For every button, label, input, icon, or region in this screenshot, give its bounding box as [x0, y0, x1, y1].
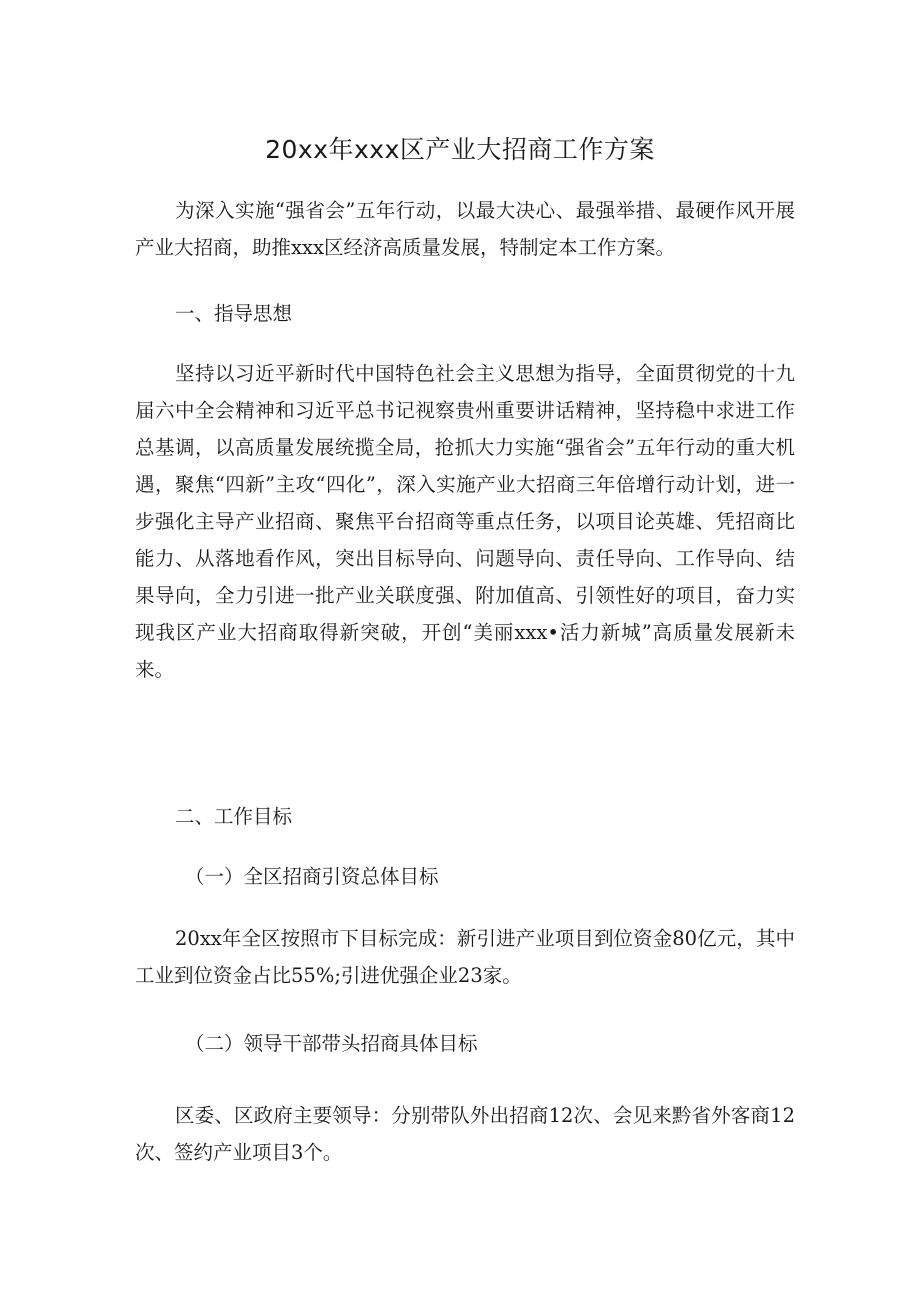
- subsection-heading-overall-goals: （一）全区招商引资总体目标: [185, 865, 439, 888]
- guiding-ideology-paragraph: 坚持以习近平新时代中国特色社会主义思想为指导，全面贯彻党的十九届六中全会精神和习近平总书记视察贵州重要讲话精神，坚持稳中求进工作总基调，以高质量发展统揽全局，抢抓大力实施“强省会”五年行动的重大机遇，聚焦“四新”主攻“四化”，深入实施产业大招商三年倍增行动计划，进一步强化主导产业招商、聚焦平台招商等重点任务，以项目论英雄、凭招商比能力、从落地看作风，突出目标导向、问题导向、责任导向、工作导向、结果导向，全力引进一批产业关联度强、附加值高、引领性好的项目，奋力实现我区产业大招商取得新突破，开创“美丽xxx•活力新城”高质量发展新未来。: [135, 362, 795, 681]
- section-heading-guiding-ideology: 一、指导思想: [175, 302, 293, 325]
- overall-goals-paragraph: 20xx年全区按照市下目标完成：新引进产业项目到位资金80亿元，其中工业到位资金占比55%;引进优强企业23家。: [135, 927, 795, 987]
- section-heading-work-goals: 二、工作目标: [175, 805, 293, 828]
- intro-paragraph: 为深入实施“强省会”五年行动，以最大决心、最强举措、最硬作风开展产业大招商，助推xxx区经济高质量发展，特制定本工作方案。: [135, 199, 795, 259]
- leader-goals-paragraph: 区委、区政府主要领导：分别带队外出招商12次、会见来黔省外客商12次、签约产业项目3个。: [135, 1104, 795, 1164]
- subsection-heading-leader-goals: （二）领导干部带头招商具体目标: [185, 1032, 478, 1055]
- document-title: 20xx年xxx区产业大招商工作方案: [265, 135, 655, 164]
